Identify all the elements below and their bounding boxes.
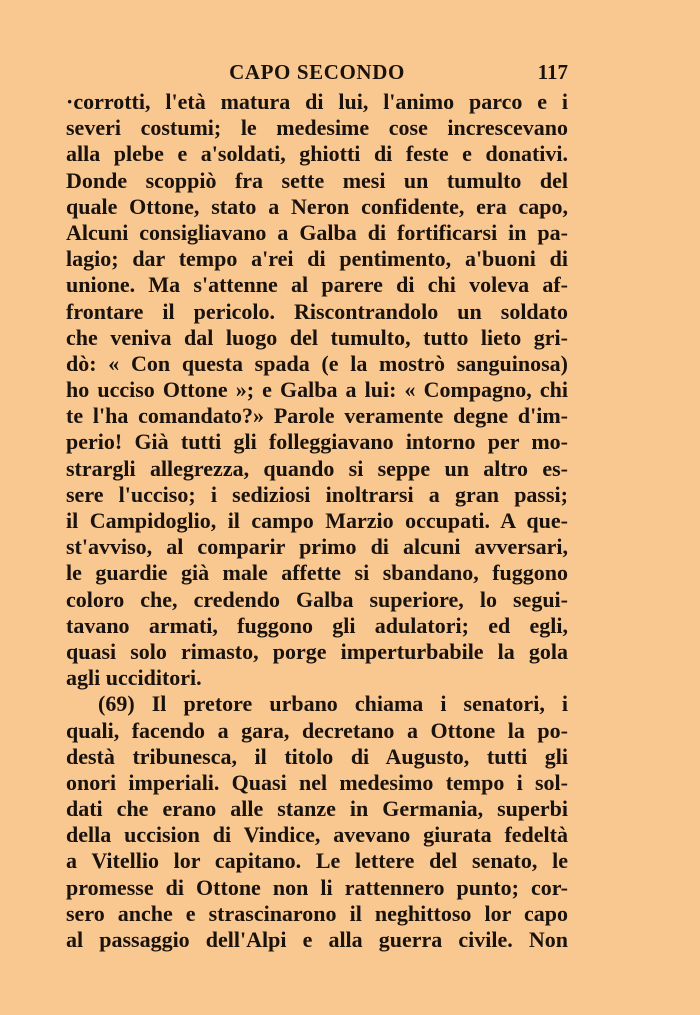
text-line: strargli allegrezza, quando si seppe un altro es- <box>66 455 568 481</box>
text-line: le guardie già male affette si sbandano, fuggono <box>66 560 568 586</box>
body-text <box>66 89 568 953</box>
running-head: CAPO SECONDO <box>229 60 405 84</box>
text-line: severi costumi; le medesime cose increscevano <box>66 115 568 141</box>
text-line: perio! Già tutti gli folleggiavano intorno per mo- <box>66 429 568 455</box>
page-number: 117 <box>537 60 568 84</box>
page-header <box>66 60 568 84</box>
paragraph-start-line: (69) Il pretore urbano chiama i senatori, i <box>98 691 568 717</box>
text-line: al passaggio dell'Alpi e alla guerra civile. Non <box>66 927 568 952</box>
text-line: ho ucciso Ottone »; e Galba a lui: « Compagno, chi <box>66 377 568 403</box>
text-line: dò: « Con questa spada (e la mostrò sanguinosa) <box>66 350 568 376</box>
text-line: unione. Ma s'attenne al parere di chi voleva af- <box>66 272 568 298</box>
text-line: alla plebe e a'soldati, ghiotti di feste e donativi. <box>66 141 568 167</box>
paragraph-end-line: agli ucciditori. <box>66 665 202 691</box>
text-line: della uccision di Vindice, avevano giurata fedeltà <box>66 822 568 848</box>
text-line: dati che erano alle stanze in Germania, superbi <box>66 796 568 822</box>
text-line: lagio; dar tempo a'rei di pentimento, a'buoni di <box>66 246 568 272</box>
text-line: promesse di Ottone non li rattennero punto; cor- <box>66 874 568 900</box>
text-line: frontare il pericolo. Riscontrandolo un soldato <box>66 298 568 324</box>
text-line: tavano armati, fuggono gli adulatori; ed egli, <box>66 612 568 638</box>
text-line: quali, facendo a gara, decretano a Ottone la po- <box>66 717 568 743</box>
text-line: quasi solo rimasto, porge imperturbabile la gola <box>66 638 568 664</box>
text-line: sere l'ucciso; i sediziosi inoltrarsi a gran passi; <box>66 481 568 507</box>
text-line: onori imperiali. Quasi nel medesimo tempo i sol- <box>66 769 568 795</box>
text-line: il Campidoglio, il campo Marzio occupati. A que- <box>66 508 568 533</box>
text-line: a Vitellio lor capitano. Le lettere del senato, le <box>66 848 568 874</box>
text-line: st'avviso, al comparir primo di alcuni avversari, <box>66 534 568 560</box>
text-line: coloro che, credendo Galba superiore, lo segui- <box>66 586 568 612</box>
text-line: quale Ottone, stato a Neron confidente, era capo, <box>66 193 568 219</box>
text-line: che veniva dal luogo del tumulto, tutto lieto gri- <box>66 324 568 350</box>
text-line: sero anche e strascinarono il neghittoso lor capo <box>66 900 568 926</box>
text-line: te l'ha comandato?» Parole veramente degne d'im- <box>66 403 568 429</box>
text-line: ·corrotti, l'età matura di lui, l'animo parco e i <box>66 89 568 114</box>
text-line: destà tribunesca, il titolo di Augusto, tutti gli <box>66 743 568 769</box>
text-line: Alcuni consigliavano a Galba di fortificarsi in pa- <box>66 219 568 245</box>
text-line: Donde scoppiò fra sette mesi un tumulto del <box>66 167 568 193</box>
